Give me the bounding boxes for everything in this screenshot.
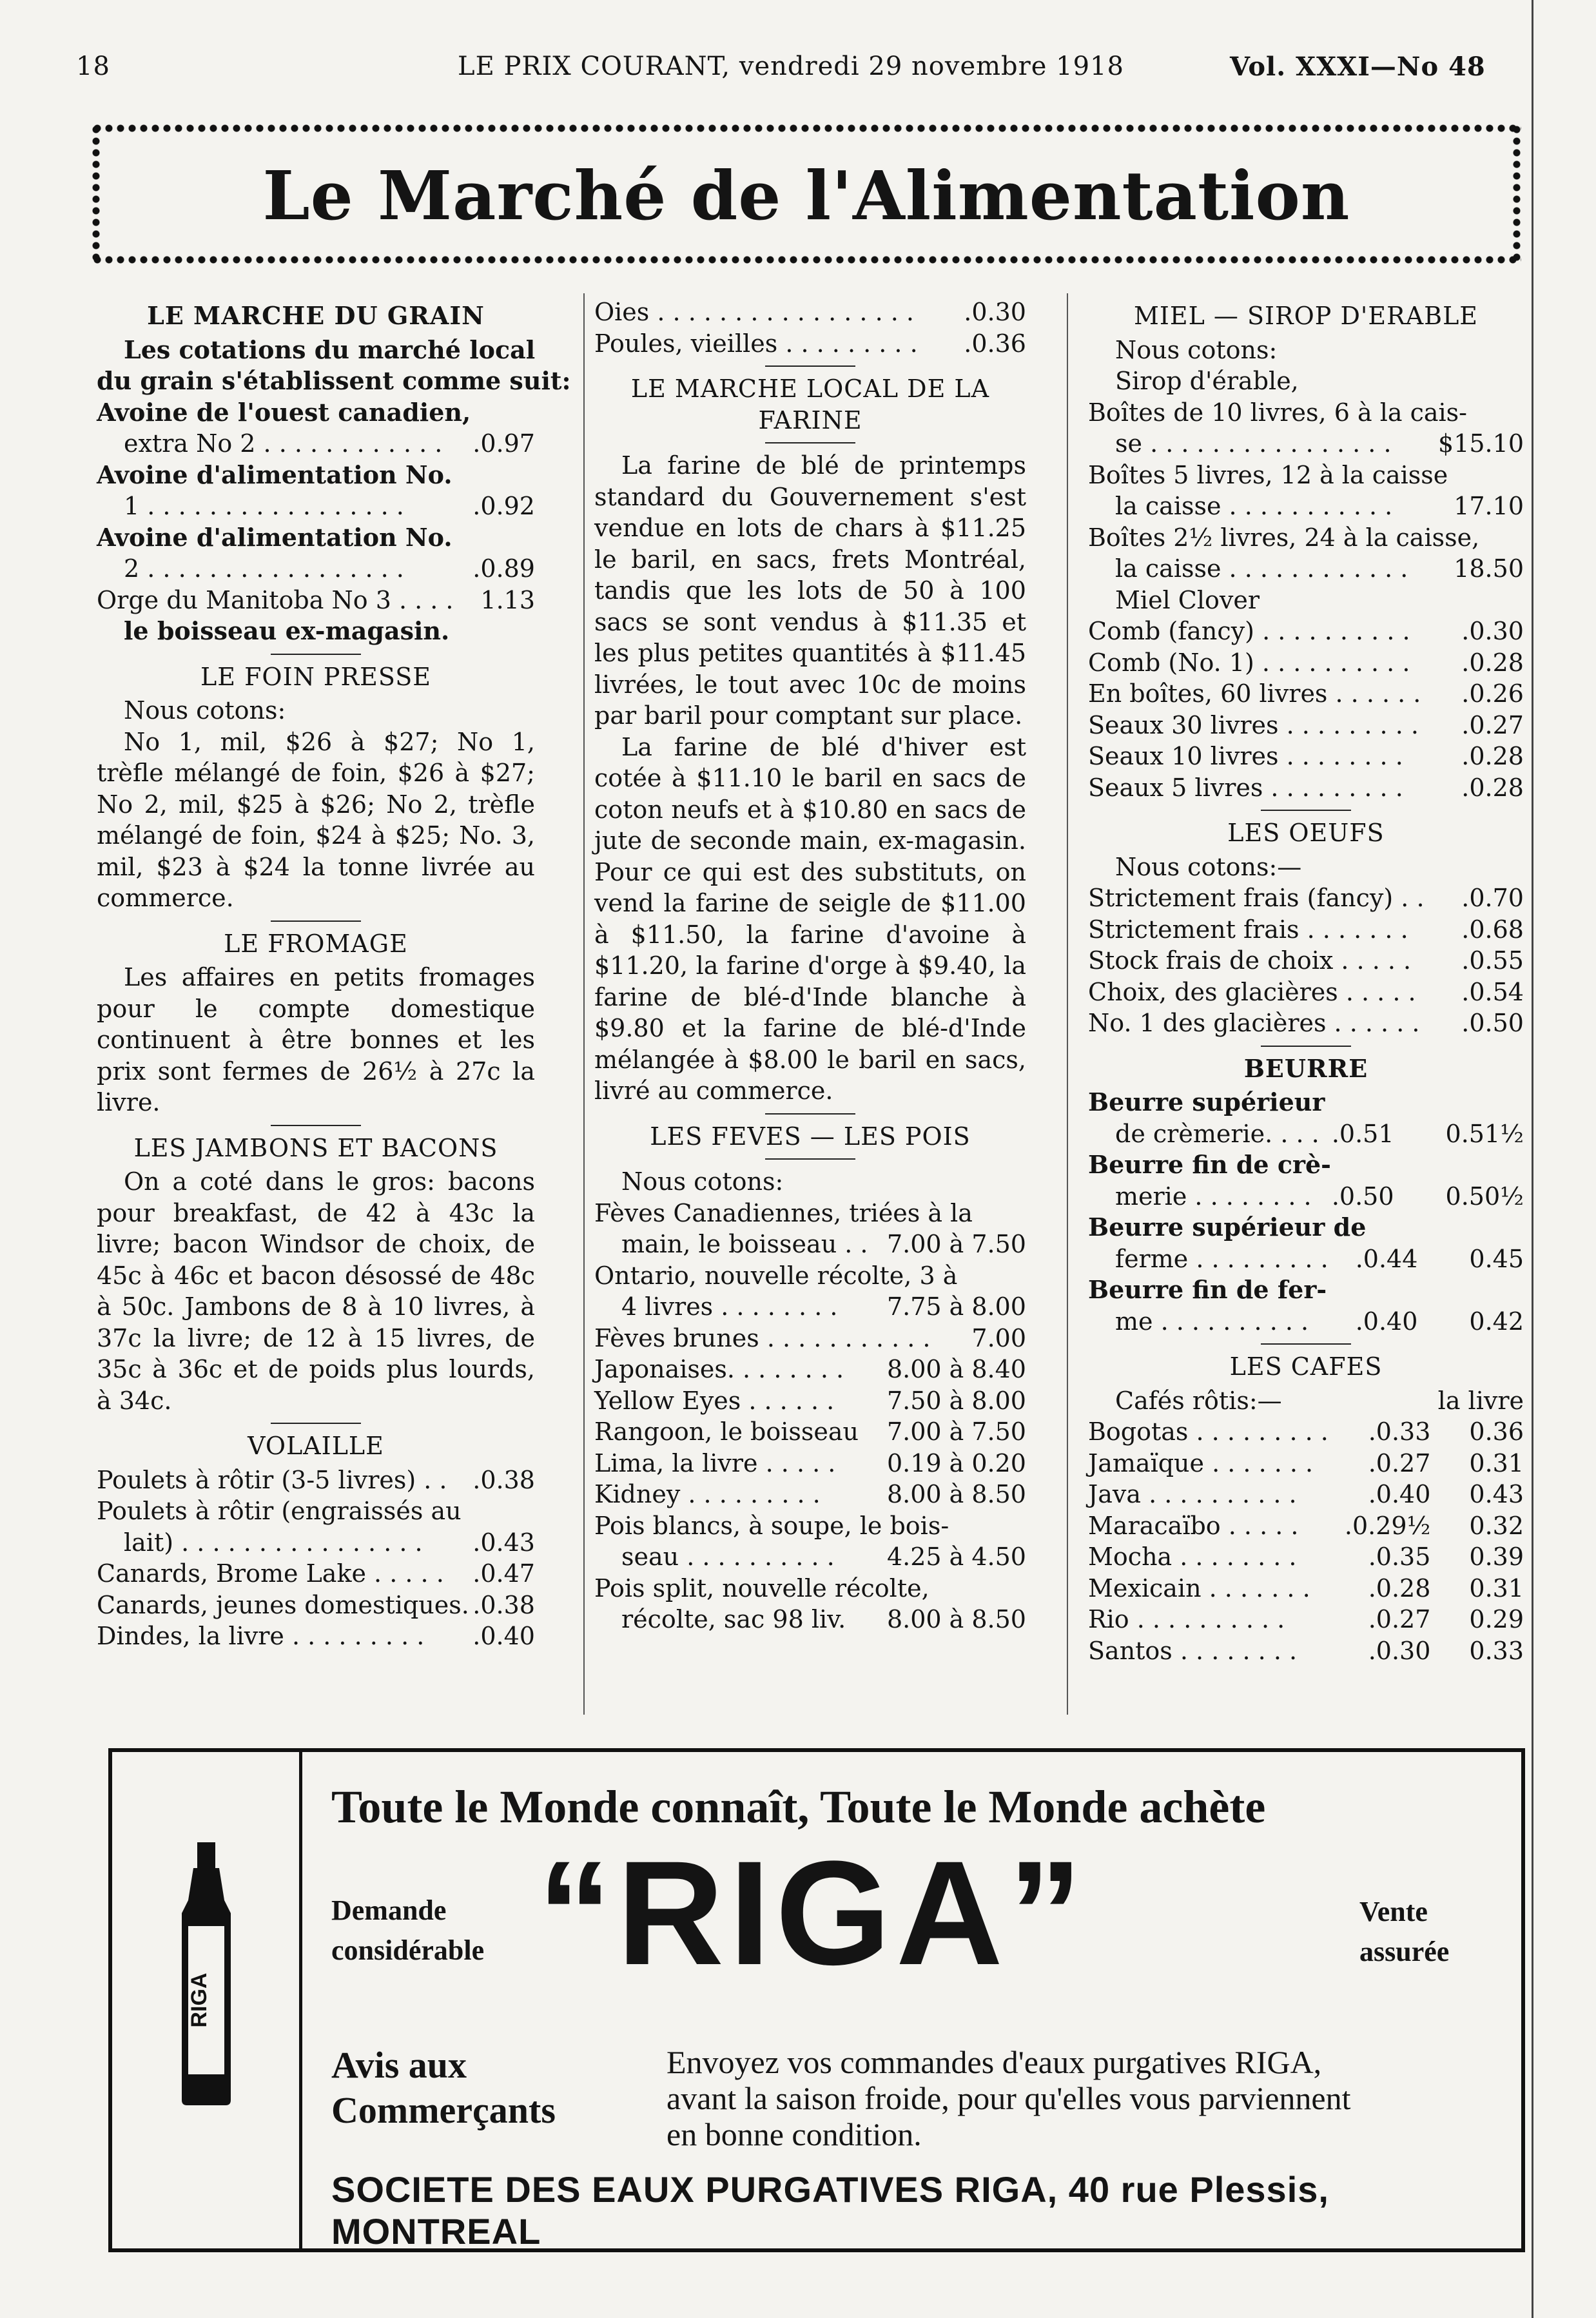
border-dots-bottom [92, 255, 1521, 264]
oeufs-price: .0.54 [1461, 977, 1524, 1006]
section-rule [271, 1125, 361, 1126]
beurre-item: de crèmerie. . . . [1115, 1119, 1319, 1148]
feves-item: 4 livres . . . . . . . . [621, 1292, 838, 1321]
beurre-price: .0.44 [1355, 1244, 1418, 1273]
cafes-row [1088, 1573, 1524, 1604]
cafes-price-a: .0.28 [1368, 1573, 1431, 1602]
miel-heading: MIEL — SIROP D'ERABLE [1133, 302, 1479, 330]
cafes-item: Maracaïbo . . . . . [1088, 1511, 1299, 1540]
jambons-heading: LES JAMBONS ET BACONS [133, 1133, 498, 1162]
cafes-row [1088, 1479, 1524, 1510]
ad-right-line-2: assurée [1359, 1936, 1450, 1967]
oeufs-item: Strictement frais . . . . . . . [1088, 915, 1408, 944]
miel-price: .0.28 [1461, 742, 1524, 770]
grain-item: 2 . . . . . . . . . . . . . . . . . [124, 554, 404, 583]
miel-price: $15.10 [1438, 429, 1524, 458]
section-rule [271, 920, 361, 922]
volaille-price: .0.38 [472, 1465, 535, 1494]
grain-price: 1.13 [480, 585, 535, 614]
farine-paragraph-1: La farine de blé de printemps standard du Gouvernement s'est vendue en lots de chars à $11.25 le baril, en sacs, frets Montréal, tandis que les lots de 50 à 100 sacs se sont vendus à $11.35 et les plus petites quantités à $11.45 livrées, le tout avec 10c de moins par baril pour comptant sur place. [594, 451, 1026, 730]
volaille-item: Canards, Brome Lake . . . . . [97, 1559, 444, 1588]
oeufs-intro: Nous cotons:— [1115, 852, 1302, 881]
grain-item: 1 . . . . . . . . . . . . . . . . . [124, 492, 404, 520]
riga-advertisement [108, 1748, 1525, 2252]
feves-price: 4.25 à 4.50 [886, 1543, 1026, 1571]
miel-price: .0.26 [1461, 679, 1524, 708]
cafes-row [1088, 1448, 1524, 1479]
miel-line: Boîtes 5 livres, 12 à la caisse [1088, 460, 1448, 489]
feves-item: Japonaises. . . . . . . . [594, 1355, 844, 1383]
column-1 [97, 297, 571, 1652]
feves-item: récolte, sac 98 liv. [621, 1605, 846, 1633]
foin-intro: Nous cotons: [124, 696, 286, 725]
miel-line: Boîtes de 10 livres, 6 à la cais- [1088, 398, 1468, 427]
grain-intro-2: du grain s'établissent comme suit: [97, 366, 571, 395]
ad-body-line-1: Envoyez vos commandes d'eaux purgatives RIGA, [667, 2044, 1322, 2080]
volaille-price: .0.47 [472, 1559, 535, 1588]
oeufs-price: .0.70 [1461, 884, 1524, 912]
grain-item: extra No 2 . . . . . . . . . . . . [124, 429, 443, 458]
volaille-item: Poulets à rôtir (engraissés au [97, 1497, 462, 1525]
volaille-price: .0.38 [472, 1590, 535, 1619]
ad-left-line-1: Demande [331, 1894, 447, 1926]
miel-item: Seaux 5 livres . . . . . . . . . [1088, 773, 1403, 802]
beurre-price: 0.51½ [1445, 1119, 1524, 1148]
cafes-item: Santos . . . . . . . . [1088, 1636, 1298, 1665]
section-rule [1261, 810, 1351, 811]
grain-price: .0.92 [472, 492, 535, 520]
oeufs-item: Stock frais de choix . . . . . [1088, 946, 1412, 975]
miel-item: la caisse . . . . . . . . . . . . [1115, 554, 1408, 583]
grain-price: .0.89 [472, 554, 535, 583]
border-dots-top [92, 124, 1521, 133]
cafes-row [1088, 1510, 1524, 1542]
grain-line: Avoine d'alimentation No. [97, 460, 453, 489]
ad-footer: SOCIETE DES EAUX PURGATIVES RIGA, 40 rue Plessis, MONTREAL [331, 2169, 1329, 2252]
miel-price: 18.50 [1454, 554, 1524, 583]
feves-item: main, le boisseau . . [621, 1230, 868, 1258]
beurre-price: 0.50½ [1445, 1182, 1524, 1211]
ad-body-line-3: en bonne condition. [667, 2116, 922, 2152]
feves-item: Kidney . . . . . . . . . [594, 1480, 821, 1508]
ad-body-line-2: avant la saison froide, pour qu'elles vous parviennent [667, 2080, 1351, 2116]
cafes-item: Rio . . . . . . . . . . [1088, 1605, 1285, 1633]
farine-heading-1: LE MARCHE LOCAL DE LA [630, 375, 990, 403]
cafes-price-a: .0.30 [1368, 1636, 1431, 1665]
feves-item: Pois split, nouvelle récolte, [594, 1573, 929, 1602]
farine-paragraph-2: La farine de blé d'hiver est cotée à $11.10 le baril en sacs de coton neufs et à $10.80 en sacs de jute de seconde main, ex-magasin. Pour ce qui est des substituts, on vend la farine de seigle de $11.00 à $11.50, la farine d'avoine à $11.20, la farine d'orge à $9.40, la farine de blé-d'Inde blanche à $9.80 et la farine de blé-d'Inde mélangée à $8.00 le baril en sacs, livré au commerce. [594, 732, 1026, 1105]
cafes-price-a: .0.29½ [1344, 1511, 1431, 1540]
section-rule [271, 1423, 361, 1424]
cafes-row [1088, 1416, 1524, 1448]
miel-price: 17.10 [1454, 492, 1524, 520]
column-separator-1 [583, 293, 585, 1715]
feves-item: Lima, la livre . . . . . [594, 1448, 836, 1477]
miel-item: Comb (No. 1) . . . . . . . . . . [1088, 648, 1410, 677]
cafes-unit: la livre [1437, 1386, 1524, 1415]
bottle-label: RIGA [187, 1972, 211, 2028]
section-rule [1261, 1343, 1351, 1345]
feves-price: 7.00 [971, 1323, 1026, 1352]
page-edge-rule [1532, 0, 1533, 2318]
beurre-item: Beurre fin de crè- [1088, 1150, 1331, 1179]
oeufs-item: No. 1 des glacières . . . . . . [1088, 1009, 1420, 1037]
beurre-item: me . . . . . . . . . . [1115, 1307, 1309, 1336]
feves-intro: Nous cotons: [621, 1167, 784, 1196]
grain-item: Orge du Manitoba No 3 . . . . [97, 585, 454, 614]
section-rule [765, 1113, 855, 1115]
oies-price: .0.30 [964, 298, 1026, 326]
miel-item: Seaux 30 livres . . . . . . . . . [1088, 710, 1419, 739]
miel-line: Nous cotons: [1115, 335, 1278, 364]
cafes-price-b: 0.33 [1469, 1636, 1524, 1665]
section-rule [765, 365, 855, 367]
feves-item: Fèves Canadiennes, triées à la [594, 1198, 973, 1227]
feves-item: seau . . . . . . . . . . [621, 1543, 835, 1571]
cafes-price-a: .0.35 [1368, 1543, 1431, 1571]
grain-price: .0.97 [472, 429, 535, 458]
cafes-price-b: 0.39 [1469, 1543, 1524, 1571]
oeufs-price: .0.50 [1461, 1009, 1524, 1037]
foin-heading: LE FOIN PRESSE [200, 662, 431, 691]
foin-text: No 1, mil, $26 à $27; No 1, trèfle mélangé de foin, $26 à $27; No 2, mil, $25 à $26; No 2, trèfle mélangé de foin, $24 à $25; No. 3, mil, $23 à $24 la tonne livrée au commerce. [97, 727, 535, 912]
feves-price: 8.00 à 8.50 [886, 1605, 1026, 1633]
miel-line: Sirop d'érable, [1115, 367, 1299, 395]
volaille-item: Dindes, la livre . . . . . . . . . [97, 1622, 425, 1650]
ad-avis-line-2: Commerçants [331, 2089, 556, 2131]
beurre-item: merie . . . . . . . . [1115, 1182, 1312, 1211]
poules-item: Poules, vieilles . . . . . . . . . [594, 329, 918, 358]
grain-line: le boisseau ex-magasin. [124, 616, 450, 645]
beurre-item: ferme . . . . . . . . . [1115, 1244, 1328, 1273]
miel-price: .0.27 [1461, 710, 1524, 739]
miel-line: Miel Clover [1115, 585, 1260, 614]
beurre-price: 0.42 [1469, 1307, 1524, 1336]
grain-heading: LE MARCHE DU GRAIN [147, 301, 485, 330]
beurre-price: 0.45 [1469, 1244, 1524, 1273]
beurre-price: .0.50 [1331, 1182, 1394, 1211]
feves-item: Fèves brunes . . . . . . . . . . . [594, 1323, 931, 1352]
section-rule [765, 442, 855, 443]
feves-item: Rangoon, le boisseau [594, 1417, 859, 1446]
cafes-row [1088, 1635, 1524, 1667]
jambons-text: On a coté dans le gros: bacons pour breakfast, de 42 à 43c la livre; bacon Windsor de choix, de 45c à 46c et bacon désossé de 48c à 50c. Jambons de 8 à 10 livres, à 37c la livre; de 12 à 15 livres, de 35c à 36c et de poids plus lourds, à 34c. [97, 1167, 535, 1415]
feves-price: 7.50 à 8.00 [886, 1386, 1026, 1415]
grain-intro-1: Les cotations du marché local [124, 335, 536, 364]
grain-line: Avoine de l'ouest canadien, [97, 397, 471, 427]
section-rule [765, 1158, 855, 1160]
cafes-subheading: Cafés rôtis:— [1115, 1386, 1282, 1415]
masthead-banner [92, 124, 1521, 264]
feves-price: 7.00 à 7.50 [886, 1417, 1026, 1446]
beurre-item: Beurre supérieur de [1088, 1213, 1367, 1242]
miel-item: la caisse . . . . . . . . . . . [1115, 492, 1393, 520]
farine-heading-2: FARINE [758, 405, 862, 434]
feves-heading: LES FEVES — LES POIS [650, 1122, 971, 1151]
fromage-text: Les affaires en petits fromages pour le compte domestique continuent à être bonnes et les prix sont fermes de 26½ à 27c la livre. [97, 963, 535, 1116]
page-number: 18 [76, 52, 110, 81]
oeufs-price: .0.55 [1461, 946, 1524, 975]
miel-item: Comb (fancy) . . . . . . . . . . [1088, 617, 1410, 645]
ad-right-line-1: Vente [1359, 1896, 1428, 1927]
feves-price: 8.00 à 8.50 [886, 1480, 1026, 1508]
beurre-price: .0.40 [1355, 1307, 1418, 1336]
cafes-item: Mexicain . . . . . . . [1088, 1573, 1310, 1602]
oeufs-item: Choix, des glacières . . . . . [1088, 977, 1416, 1006]
volaille-heading: VOLAILLE [248, 1432, 384, 1460]
column-3 [1088, 297, 1524, 1666]
cafes-price-b: 0.29 [1469, 1605, 1524, 1633]
ad-avis-line-1: Avis aux [331, 2044, 467, 2086]
cafes-item: Jamaïque . . . . . . . [1088, 1448, 1314, 1477]
section-title: Le Marché de l'Alimentation [262, 156, 1350, 235]
beurre-item: Beurre fin de fer- [1088, 1275, 1327, 1304]
feves-item: Yellow Eyes . . . . . . [594, 1386, 835, 1415]
miel-price: .0.30 [1461, 617, 1524, 645]
fromage-heading: LE FROMAGE [224, 929, 408, 958]
oeufs-item: Strictement frais (fancy) . . [1088, 884, 1425, 912]
volaille-item: Poulets à rôtir (3-5 livres) . . [97, 1465, 447, 1494]
volaille-price: .0.43 [472, 1528, 535, 1557]
volaille-item: lait) . . . . . . . . . . . . . . . . [124, 1528, 423, 1557]
miel-price: .0.28 [1461, 648, 1524, 677]
cafes-row [1088, 1604, 1524, 1635]
cafes-price-a: .0.33 [1368, 1417, 1431, 1446]
cafes-price-b: 0.31 [1469, 1448, 1524, 1477]
cafes-price-b: 0.36 [1469, 1417, 1524, 1446]
feves-price: 7.00 à 7.50 [886, 1230, 1026, 1258]
cafes-item: Java . . . . . . . . . . [1088, 1480, 1297, 1508]
feves-price: 0.19 à 0.20 [886, 1448, 1026, 1477]
cafes-heading: LES CAFES [1229, 1352, 1383, 1381]
poules-price: .0.36 [964, 329, 1026, 358]
volaille-item: Canards, jeunes domestiques. [97, 1590, 469, 1619]
volaille-price: .0.40 [472, 1622, 535, 1650]
cafes-price-a: .0.40 [1368, 1480, 1431, 1508]
section-rule [271, 654, 361, 655]
column-separator-2 [1067, 293, 1068, 1715]
oeufs-price: .0.68 [1461, 915, 1524, 944]
feves-price: 8.00 à 8.40 [886, 1355, 1026, 1383]
oeufs-heading: LES OEUFS [1227, 819, 1385, 847]
cafes-price-b: 0.31 [1469, 1573, 1524, 1602]
cafes-item: Mocha . . . . . . . . [1088, 1543, 1297, 1571]
beurre-price: .0.51 [1331, 1119, 1394, 1148]
feves-item: Pois blancs, à soupe, le bois- [594, 1511, 949, 1540]
miel-price: .0.28 [1461, 773, 1524, 802]
cafes-price-a: .0.27 [1368, 1605, 1431, 1633]
riga-bottle-icon [174, 1842, 238, 2107]
cafes-price-b: 0.43 [1469, 1480, 1524, 1508]
section-rule [1261, 1046, 1351, 1047]
ad-left-line-2: considérable [331, 1934, 485, 1966]
cafes-item: Bogotas . . . . . . . . . [1088, 1417, 1328, 1446]
column-2 [594, 297, 1026, 1635]
riga-brand: “RIGA” [538, 1830, 1087, 1996]
feves-item: Ontario, nouvelle récolte, 3 à [594, 1261, 958, 1290]
miel-item: Seaux 10 livres . . . . . . . . [1088, 742, 1403, 770]
feves-price: 7.75 à 8.00 [886, 1292, 1026, 1321]
miel-item: En boîtes, 60 livres . . . . . . [1088, 679, 1421, 708]
oies-item: Oies . . . . . . . . . . . . . . . . . [594, 298, 914, 326]
grain-line: Avoine d'alimentation No. [97, 522, 453, 552]
beurre-item: Beurre supérieur [1088, 1087, 1325, 1116]
beurre-heading: BEURRE [1243, 1053, 1368, 1083]
cafes-price-b: 0.32 [1469, 1511, 1524, 1540]
running-title: LE PRIX COURANT, vendredi 29 novembre 1918 [458, 52, 1124, 81]
miel-line: Boîtes 2½ livres, 24 à la caisse, [1088, 523, 1480, 552]
volume-number: Vol. XXXI—No 48 [1230, 52, 1486, 82]
ad-tagline: Toute le Monde connaît, Toute le Monde achète [331, 1781, 1266, 1833]
cafes-row [1088, 1541, 1524, 1573]
ad-left-panel [112, 1752, 302, 2248]
cafes-list [1088, 1416, 1524, 1666]
miel-item: se . . . . . . . . . . . . . . . . [1115, 429, 1392, 458]
cafes-price-a: .0.27 [1368, 1448, 1431, 1477]
